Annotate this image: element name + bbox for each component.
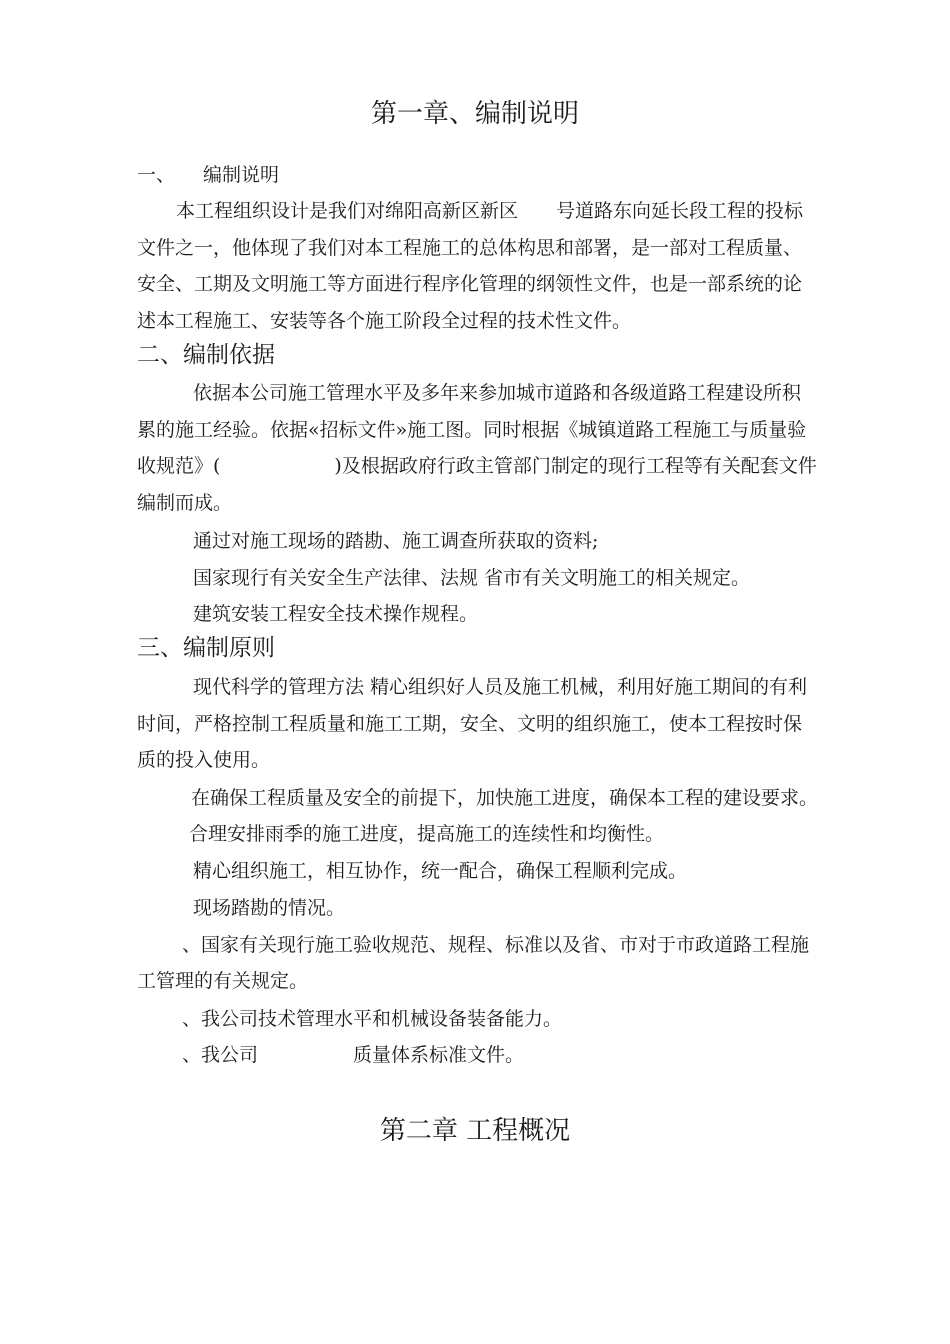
section3-item-3: 精心组织施工，相互协作，统一配合，确保工程顺利完成。 xyxy=(193,860,688,882)
section3-list-line-1: 、国家有关现行施工验收规范、规程、标准以及省、市对于市政道路工程施 xyxy=(182,934,810,956)
chapter2-title: 第二章 工程概况 xyxy=(379,1116,571,1146)
section3-item-4: 现场踏勘的情况。 xyxy=(193,897,346,919)
section1-para-line-4: 述本工程施工、安装等各个施工阶段全过程的技术性文件。 xyxy=(137,310,632,332)
section2-para-line-4: 编制而成。 xyxy=(137,492,233,514)
section2-para-line-3: 收规范》( )及根据政府行政主管部门制定的现行工程等有关配套文件 xyxy=(137,455,817,477)
section3-item-1: 在确保工程质量及安全的前提下，加快施工进度，确保本工程的建设要求。 xyxy=(191,787,819,809)
section3-item-2: 合理安排雨季的施工进度，提高施工的连续性和均衡性。 xyxy=(189,823,665,845)
section1-title: 编制说明 xyxy=(203,164,280,186)
section2-para-line-2: 累的施工经验。依据«招标文件»施工图。同时根据《城镇道路工程施工与质量验 xyxy=(137,419,807,441)
section2-item-2: 国家现行有关安全生产法律、法规 省市有关文明施工的相关规定。 xyxy=(193,567,751,589)
section3-para-line-1: 现代科学的管理方法 精心组织好人员及施工机械，利用好施工期间的有利 xyxy=(193,676,808,698)
section3-para-line-3: 质的投入使用。 xyxy=(137,749,271,771)
section3-para-line-2: 时间，严格控制工程质量和施工工期，安全、文明的组织施工，使本工程按时保 xyxy=(137,713,803,735)
section3-title: 三、编制原则 xyxy=(137,635,275,661)
section1-number: 一、 xyxy=(137,164,176,186)
section1-para-line-3: 安全、工期及文明施工等方面进行程序化管理的纲领性文件，也是一部系统的论 xyxy=(137,273,803,295)
section3-list-line-3: 、我公司技术管理水平和机械设备装备能力。 xyxy=(182,1008,563,1030)
chapter1-title: 第一章、编制说明 xyxy=(370,99,579,129)
section3-list-line-2: 工管理的有关规定。 xyxy=(137,970,309,992)
section2-item-3: 建筑安装工程安全技术操作规程。 xyxy=(193,603,479,625)
section1-para-line-1: 本工程组织设计是我们对绵阳高新区新区 号道路东向延长段工程的投标 xyxy=(176,200,804,222)
section2-para-line-1: 依据本公司施工管理水平及多年来参加城市道路和各级道路工程建设所积 xyxy=(193,382,802,404)
section2-item-1: 通过对施工现场的踏勘、施工调查所获取的资料; xyxy=(193,530,599,552)
section2-title: 二、编制依据 xyxy=(137,342,275,368)
section3-list-line-4: 、我公司 质量体系标准文件。 xyxy=(182,1044,525,1066)
section1-para-line-2: 文件之一，他体现了我们对本工程施工的总体构思和部署，是一部对工程质量、 xyxy=(137,237,803,259)
